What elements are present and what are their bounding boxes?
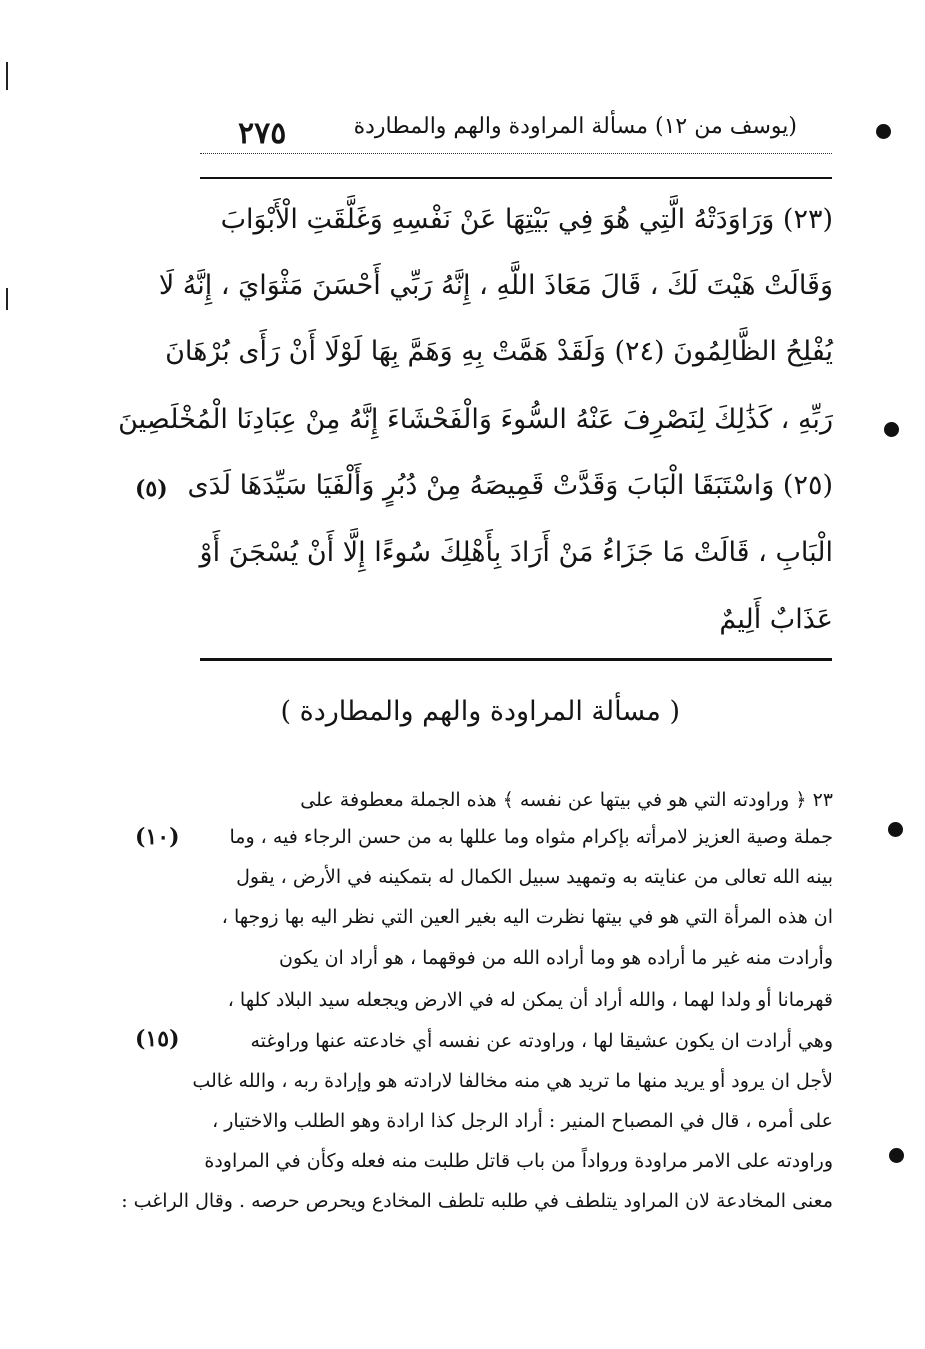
commentary-line: جملة وصية العزيز لامرأته بإكرام مثواه وما عللها به من حسن الرجاء فيه ، وما — [229, 826, 833, 848]
margin-line-number: (١٥) — [135, 1026, 180, 1052]
commentary-line: بينه الله تعالى من عنايته به وتمهيد سبيل الكمال له بتمكينه في الأرض ، يقول — [236, 866, 833, 888]
verse-line: (٢٣) وَرَاوَدَتْهُ الَّتِي هُوَ فِي بَيْتِهَا عَنْ نَفْسِهِ وَغَلَّقَتِ الْأَبْوَابَ — [220, 204, 833, 235]
running-head: (يوسف من ١٢) مسألة المراودة والهم والمطاردة — [353, 114, 797, 139]
page-number: ٢٧٥ — [238, 116, 287, 151]
commentary-line: ٢٣ ﴿ وراودته التي هو في بيتها عن نفسه ﴾ هذه الجملة معطوفة على — [300, 789, 833, 811]
verse-line: وَقَالَتْ هَيْتَ لَكَ ، قَالَ مَعَاذَ اللَّهِ ، إِنَّهُ رَبِّي أَحْسَنَ مَثْوَايَ ، إِنَّهُ لَا — [158, 270, 833, 301]
binding-hole-icon — [889, 1148, 904, 1163]
commentary-line: وأرادت منه غير ما أراده هو وما أراده الله من فوقهما ، هو أراد ان يكون — [279, 947, 833, 969]
verse-line: (٢٥) وَاسْتَبَقَا الْبَابَ وَقَدَّتْ قَمِيصَهُ مِنْ دُبُرٍ وَأَلْفَيَا سَيِّدَهَا لَدَى — [187, 470, 833, 501]
verse-top-rule — [200, 177, 832, 179]
verse-line: يُفْلِحُ الظَّالِمُونَ (٢٤) وَلَقَدْ هَمَّتْ بِهِ وَهَمَّ بِهَا لَوْلَا أَنْ رَأَى بُرْهَانَ — [165, 336, 833, 367]
header-divider — [200, 153, 832, 155]
verse-line: رَبِّهِ ، كَذَٰلِكَ لِنَصْرِفَ عَنْهُ السُّوءَ وَالْفَحْشَاءَ إِنَّهُ مِنْ عِبَادِنَا الْمُخْلَصِينَ — [118, 404, 833, 435]
verse-bottom-rule — [200, 658, 832, 661]
scan-edge-mark — [6, 288, 8, 310]
verse-line: عَذَابٌ أَلِيمٌ — [719, 604, 833, 635]
commentary-line: وراودته على الامر مراودة ورواداً من باب قاتل طلبت منه فعله وكأن في المراودة — [204, 1150, 833, 1172]
commentary-line: ان هذه المرأة التي هو في بيتها نظرت اليه بغير العين التي نظر اليه بها زوجها ، — [221, 906, 833, 928]
binding-hole-icon — [876, 124, 891, 139]
binding-hole-icon — [888, 822, 903, 837]
verse-line: الْبَابِ ، قَالَتْ مَا جَزَاءُ مَنْ أَرَادَ بِأَهْلِكَ سُوءًا إِلَّا أَنْ يُسْجَنَ أَوْ — [199, 537, 833, 568]
commentary-line: على أمره ، قال في المصباح المنير : أراد الرجل كذا ارادة وهو الطلب والاختيار ، — [212, 1110, 833, 1132]
section-title: ( مسألة المراودة والهم والمطاردة ) — [280, 696, 680, 727]
binding-hole-icon — [884, 422, 899, 437]
commentary-line: معنى المخادعة لان المراود يتلطف في طلبه تلطف المخادع ويحرص حرصه . وقال الراغب : — [121, 1190, 833, 1212]
scan-edge-mark — [6, 62, 8, 90]
margin-line-number: (٥) — [135, 476, 168, 502]
commentary-line: لأجل ان يرود أو يريد منها ما تريد هي منه مخالفا لارادته هو وإرادة ربه ، والله غالب — [192, 1070, 833, 1092]
margin-line-number: (١٠) — [135, 824, 180, 850]
commentary-line: قهرمانا أو ولدا لهما ، والله أراد أن يمكن له في الارض ويجعله سيد البلاد كلها ، — [227, 989, 833, 1011]
commentary-line: وهي أرادت ان يكون عشيقا لها ، وراودته عن نفسه أي خادعته عنها وراوغته — [250, 1030, 833, 1052]
